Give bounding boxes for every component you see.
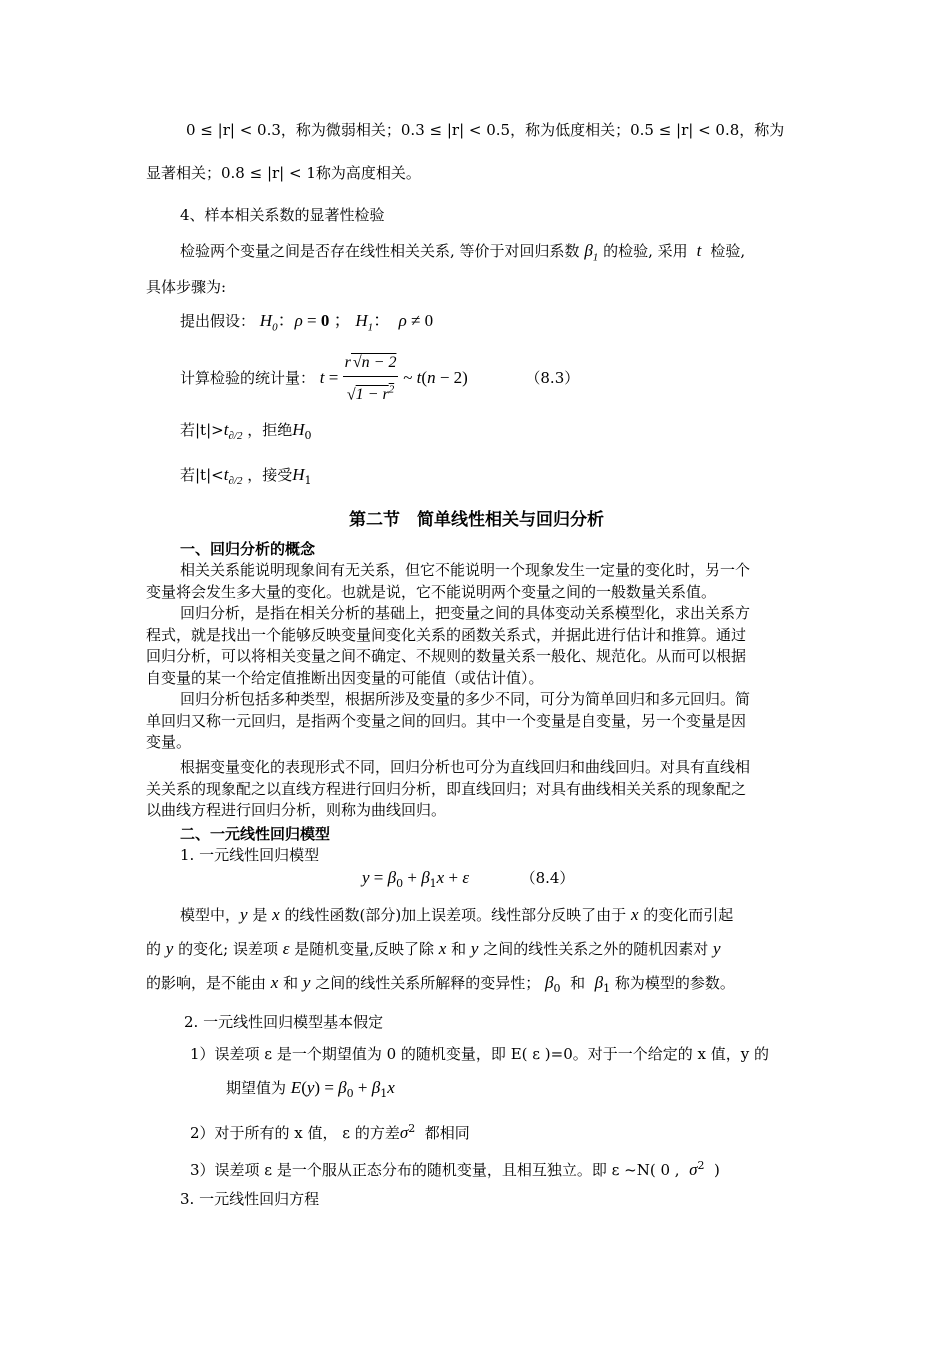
assumption-1: 1）误差项 ε 是一个期望值为 0 的随机变量，即 E( ε )=0。对于一个给定的 x 值，y 的	[190, 1045, 770, 1063]
reject-rule-line: 若$|t|>t_{\partial/2}$ ，拒绝$H_0$	[180, 420, 312, 442]
model-explain-2: 的 y 的变化; 误差项 ε 是随机变量,反映了除 x 和 y 之间的线性关系之外的随机因素对 y	[146, 939, 721, 958]
correlation-ranges-line: 0 ≤ |r| < 0.3，称为微弱相关；0.3 ≤ |r| < 0.5，称为低度相关；0.5 ≤ |r| < 0.8，称为	[186, 121, 785, 139]
paragraph-4: 根据变量变化的表现形式不同，回归分析也可分为直线回归和曲线回归。对具有直线相 关关系的现象配之以直线方程进行回归分析，即直线回归；对具有曲线相关关系的现象配之 以曲线方程进行回归分析，则称为曲线回归。	[146, 758, 751, 819]
accept-rule-line: 若$|t|<t_{\partial/2}$ ，接受$H_1$	[180, 465, 312, 487]
subsection-title-1: 一、回归分析的概念	[180, 540, 316, 558]
test-steps-line: 具体步骤为:	[146, 278, 227, 296]
assumption-2: 2）对于所有的 x 值， ε 的方差$\sigma^2$ 都相同	[190, 1122, 470, 1142]
model-explain-1: 模型中，y 是 x 的线性函数(部分)加上误差项。线性部分反映了由于 x 的变化而引起	[180, 905, 734, 924]
model-item-3: 3. 一元线性回归方程	[180, 1190, 320, 1208]
model-item-1: 1. 一元线性回归模型	[180, 846, 320, 864]
hypothesis-line: 提出假设： $H_0$：ρ = 0 ； $H_1$： ρ ≠ 0	[180, 311, 434, 334]
model-explain-3: 的影响，是不能由 x 和 y 之间的线性关系所解释的变异性； $\beta_0$ 和 $\beta_1$ 称为模型的参数。	[146, 973, 735, 995]
assumption-3: 3）误差项 ε 是一个服从正态分布的随机变量，且相互独立。即 ε ~N( 0 , $\sigma^2$ )	[190, 1159, 720, 1179]
model-item-2: 2. 一元线性回归模型基本假定	[184, 1013, 384, 1031]
equation-8-4: $y = \beta_0 + \beta_1x + \varepsilon$ （8.4）	[362, 868, 575, 890]
t-statistic-fraction: $\frac{r √n - 2}{√1 - r^2}$	[343, 350, 399, 408]
subsection-title-2: 二、一元线性回归模型	[180, 825, 331, 843]
test-intro-line: 检验两个变量之间是否存在线性相关关系, 等价于对回归系数 $\beta_1$ 的检验, 采用 t 检验,	[180, 241, 746, 264]
paragraph-2: 回归分析，是指在相关分析的基础上，把变量之间的具体变动关系模型化，求出关系方 程式，就是找出一个能够反映变量间变化关系的函数关系式，并据此进行估计和推算。通过 回归分析，可以将相关变量之间不确定、不规则的数量关系一般化、规范化。从而可以根据 自变量的某一个给定值推断出因变量的可能值（或估计值）。	[146, 604, 751, 687]
assumption-1b: 期望值为 $E(y) = \beta_0 + \beta_1x$	[226, 1078, 395, 1100]
section-title: 第二节 简单线性相关与回归分析	[349, 510, 604, 530]
correlation-ranges-line-2: 显著相关；0.8 ≤ |r| < 1称为高度相关。	[146, 164, 421, 182]
beta1-symbol: $\beta_1$	[584, 241, 599, 264]
subsection-4-title: 4、样本相关系数的显著性检验	[180, 206, 385, 224]
paragraph-3: 回归分析包括多种类型，根据所涉及变量的多少不同，可分为简单回归和多元回归。简 单回归又称一元回归，是指两个变量之间的回归。其中一个变量是自变量，另一个变量是因 变量。	[146, 690, 751, 751]
paragraph-1: 相关关系能说明现象间有无关系，但它不能说明一个现象发生一定量的变化时，另一个 变量将会发生多大量的变化。也就是说，它不能说明两个变量之间的一般数量关系值。	[146, 561, 751, 601]
statistic-line: 计算检验的统计量： t = $\frac{r √n - 2}{√1 - r^2}$ ~ t(n − 2) （8.3）	[180, 350, 579, 408]
